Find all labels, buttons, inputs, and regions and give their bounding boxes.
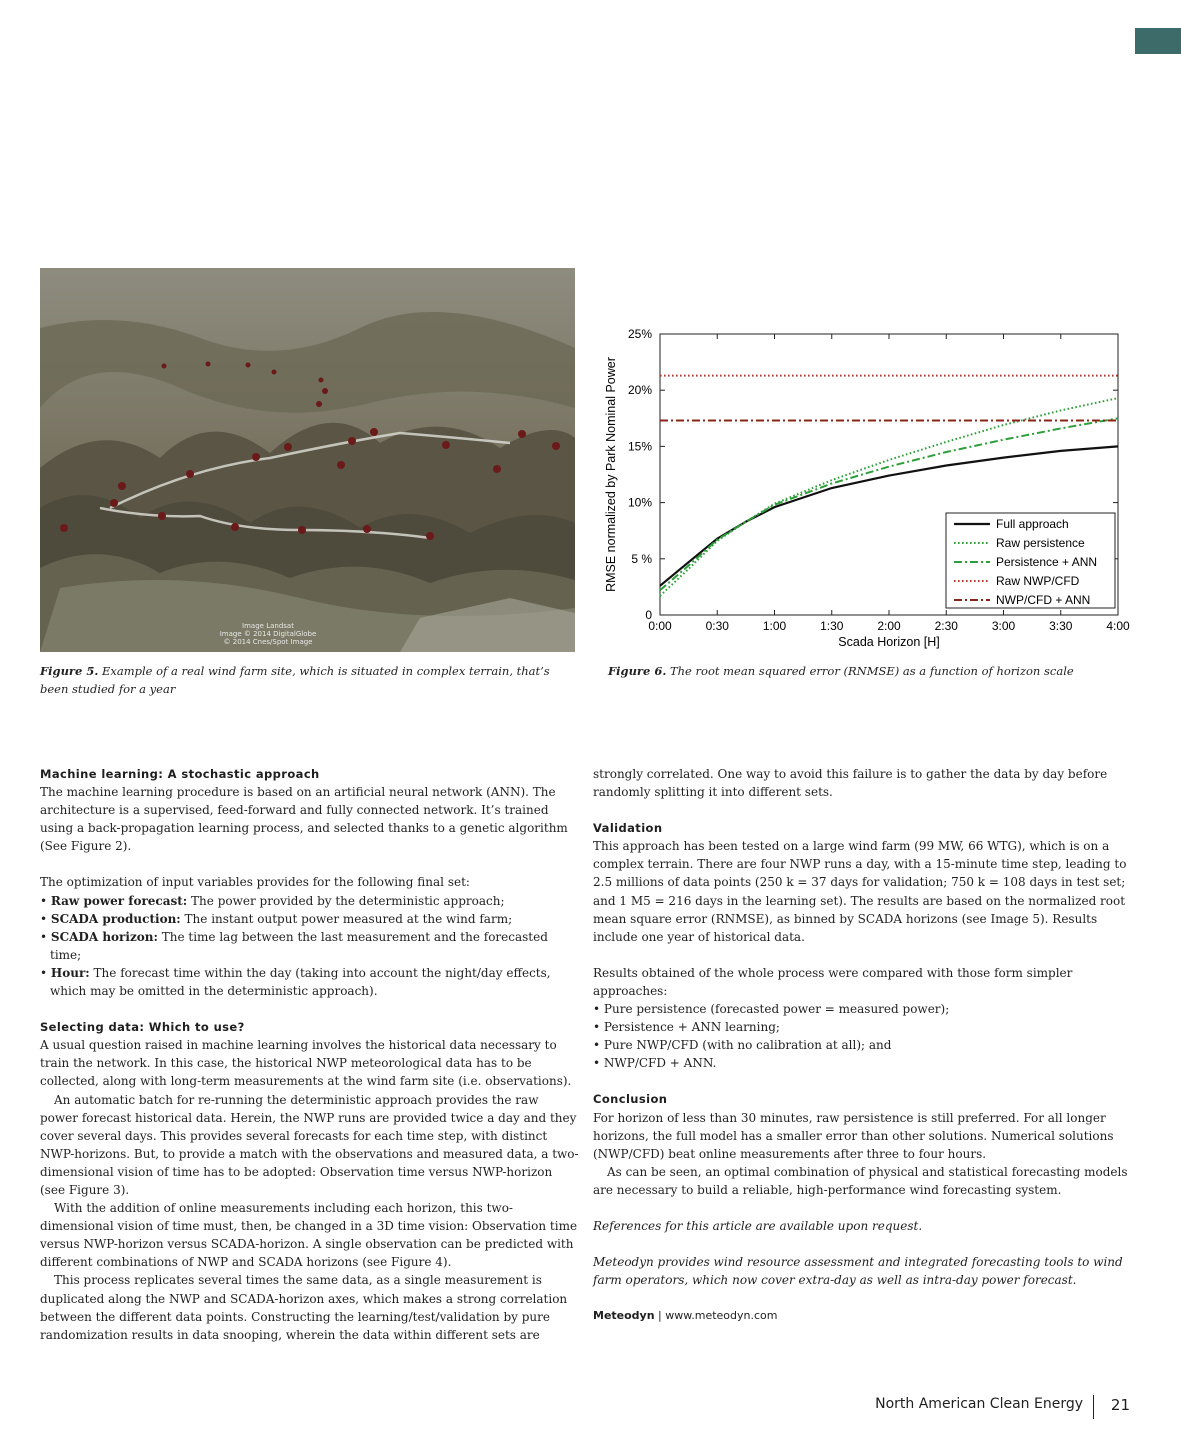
section-color-tab (1135, 28, 1181, 54)
heading-machine-learning: Machine learning: A stochastic approach (40, 767, 320, 781)
approaches-list (593, 1000, 1133, 1072)
figure5-caption (40, 662, 580, 698)
paragraph-selecting-3: With the addition of online measurements including each horizon, this two-dimensional vision of time must, then, be changed in a 3D time vision: Observation time versus NWP-horizon versus SCADA-horizon. A single observation can be predicted with different combinations of NWP and SCADA horizons (see Figure 4). (40, 1201, 578, 1270)
y-tick-label: 5 % (631, 551, 652, 566)
paragraph-selecting-1: A usual question raised in machine learning involves the historical data necessary to train the network. In this case, the historical NWP meteorological data has to be collected, along with long-term measurements at the wind farm site (i.e. observations). (40, 1038, 572, 1089)
x-axis-label: Scada Horizon [H] (838, 635, 940, 649)
company-note: Meteodyn provides wind resource assessment and integrated forecasting tools to wind farm operators, which now cover extra-day as well as intra-day power forecast. (593, 1255, 1123, 1288)
figure6-caption-text: The root mean squared error (RNMSE) as a function of horizon scale (669, 664, 1074, 678)
y-tick-label: 20% (627, 383, 652, 398)
x-tick-label: 1:00 (762, 619, 787, 633)
list-item: • SCADA production: The instant output power measured at the wind farm; (40, 911, 513, 926)
article-right-column (593, 765, 1133, 1325)
legend-label: Raw NWP/CFD (996, 574, 1080, 588)
list-item: • Hour: The forecast time within the day (taking into account the night/day effects, which may be omitted in the deterministic approach). (40, 965, 551, 999)
figure6-label: Figure 6. (608, 664, 667, 678)
x-tick-label: 2:00 (877, 619, 901, 633)
heading-conclusion: Conclusion (593, 1092, 668, 1107)
paragraph-conclusion-2: As can be seen, an optimal combination of physical and statistical forecasting models are necessary to build a reliable, high-performance wind forecasting system. (593, 1164, 1128, 1197)
figure6-caption (608, 662, 1148, 680)
paragraph-optimization: The optimization of input variables provides for the following final set: (40, 875, 470, 890)
y-tick-label: 15% (627, 439, 652, 454)
y-tick-label: 10% (627, 495, 652, 510)
author-signoff: Meteodyn | www.meteodyn.com (593, 1309, 778, 1323)
list-item: • Raw power forecast: The power provided by the deterministic approach; (40, 893, 505, 908)
paragraph-selecting-4: This process replicates several times the same data, as a single measurement is duplicated along the NWP and SCADA-horizon axes, which makes a strong correlation between the different data points. Constructing the learning/test/validation by pure randomization results in data snooping, wherein the data within different sets are (40, 1273, 568, 1342)
paragraph-results: Results obtained of the whole process were compared with those form simpler approaches: (593, 965, 1073, 998)
paragraph-continued: strongly correlated. One way to avoid this failure is to gather the data by day before randomly splitting it into different sets. (593, 767, 1108, 800)
x-tick-label: 0:00 (648, 619, 672, 633)
rmse-chart (600, 320, 1140, 660)
list-item: • Pure NWP/CFD (with no calibration at all); and (593, 1038, 892, 1053)
company-name: Meteodyn (593, 1309, 655, 1323)
y-tick-label: 0 (645, 608, 652, 622)
imagery-credit: Image Landsat Image © 2014 DigitalGlobe © 2014 Cnes/Spot Image (219, 622, 317, 646)
wind-farm-terrain-photo (40, 268, 575, 652)
page-footer (820, 1396, 1140, 1416)
list-item: • SCADA horizon: The time lag between the last measurement and the forecasted time; (40, 929, 548, 962)
legend-label: Persistence + ANN (996, 555, 1098, 569)
figure5-caption-text: Example of a real wind farm site, which is situated in complex terrain, that’s been studied for a year (40, 664, 550, 696)
article-left-column (40, 765, 580, 1344)
magazine-name: North American Clean Energy (875, 1396, 1083, 1412)
paragraph-conclusion-1: For horizon of less than 30 minutes, raw persistence is still preferred. For all longer horizons, the full model has a smaller error than other solutions. Numerical solutions (NWP/CFD) beat online measurements after three to four hours. (593, 1110, 1114, 1161)
y-tick-label: 25% (627, 327, 652, 341)
paragraph-selecting-2: An automatic batch for re-running the deterministic approach provides the raw power forecast historical data. Herein, the NWP runs are provided twice a day and they cover several days. This provides several forecasts for each time step, with distinct NWP-horizons. But, to provide a match with the observations and measured data, a two-dimensional vision of time has to be adopted: Observation time versus NWP-horizon (see Figure 3). (40, 1092, 579, 1197)
list-item: • NWP/CFD + ANN. (593, 1056, 717, 1071)
paragraph-machine-learning: The machine learning procedure is based on an artificial neural network (ANN). The architecture is a supervised, feed-forward and fully connected network. It’s trained using a back-propagation learning process, and selected thanks to a genetic algorithm (See Figure 2). (40, 785, 568, 854)
x-tick-label: 4:00 (1106, 619, 1130, 633)
x-tick-label: 2:30 (934, 619, 958, 633)
heading-validation: Validation (593, 821, 663, 836)
rmse-chart-svg (600, 320, 1140, 660)
legend-label: Full approach (996, 517, 1069, 531)
footer-divider (1093, 1395, 1094, 1419)
x-tick-label: 0:30 (705, 619, 729, 633)
list-item: • Persistence + ANN learning; (593, 1020, 780, 1035)
references-note: References for this article are available upon request. (593, 1218, 923, 1233)
x-tick-label: 3:00 (991, 619, 1016, 633)
page-number: 21 (1110, 1396, 1130, 1414)
paragraph-validation: This approach has been tested on a large wind farm (99 MW, 66 WTG), which is on a complex terrain. There are four NWP runs a day, with a 15-minute time step, leading to 2.5 millions of data points (250 k = 37 days for validation; 750 k = 108 days in test set; and 1 M5 = 216 days in the learning set). The results are based on the normalized root mean square error (RNMSE), as binned by SCADA horizons (see Image 5). Results include one year of historical data. (593, 839, 1127, 944)
list-item: • Pure persistence (forecasted power = measured power); (593, 1002, 950, 1017)
legend-label: Raw persistence (996, 536, 1085, 550)
x-tick-label: 3:30 (1049, 619, 1073, 633)
heading-selecting-data: Selecting data: Which to use? (40, 1020, 245, 1035)
input-variables-list (40, 892, 580, 1001)
legend-label: NWP/CFD + ANN (996, 593, 1091, 607)
terrain-illustration (40, 268, 575, 652)
figure5-label: Figure 5. (40, 664, 99, 678)
x-tick-label: 1:30 (820, 619, 844, 633)
y-axis-label: RMSE normalized by Park Nominal Power (604, 357, 618, 592)
company-website: www.meteodyn.com (665, 1309, 778, 1323)
